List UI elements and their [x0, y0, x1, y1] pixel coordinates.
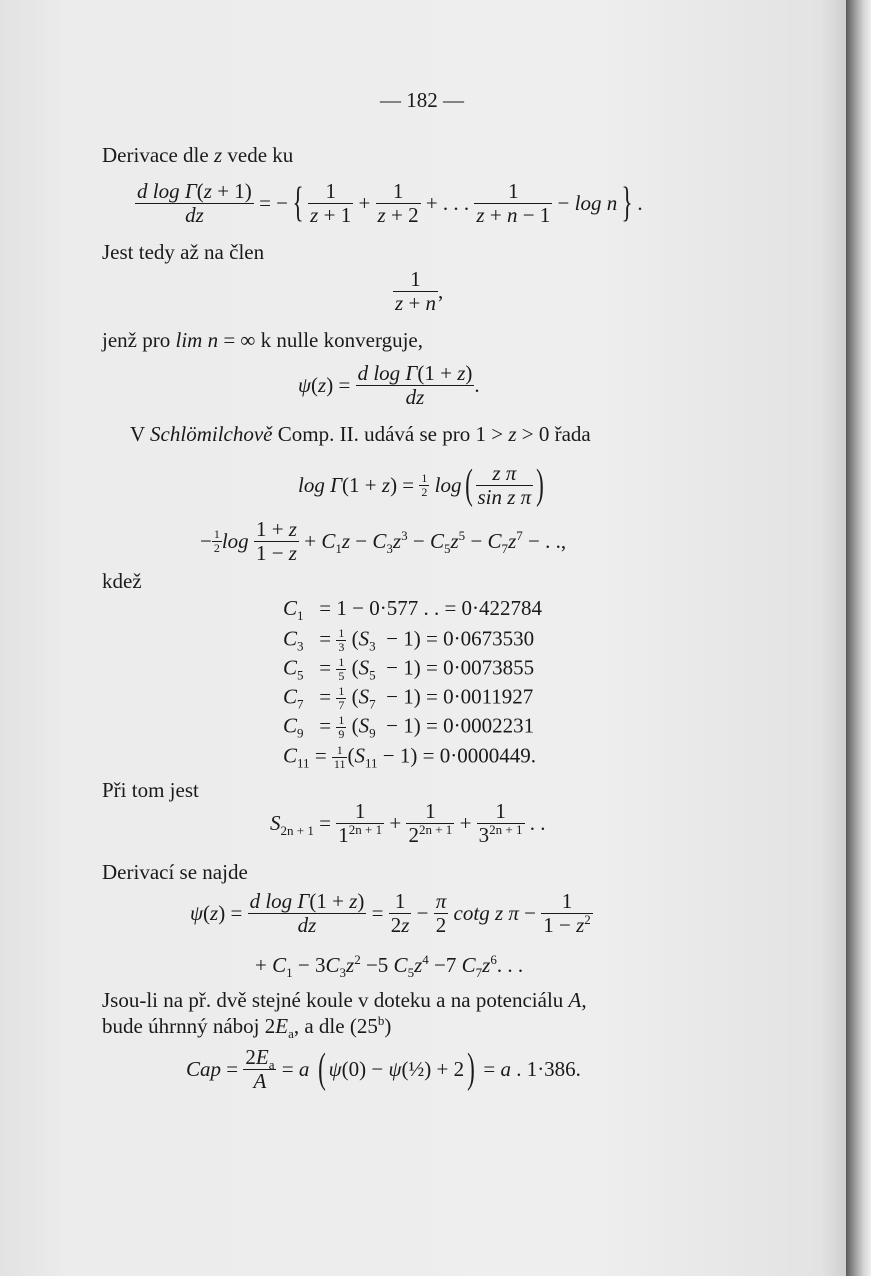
text-line-jenz: jenž pro lim n = ∞ k nulle konverguje, [102, 328, 423, 352]
constant-c1: $C_1 = 1 - 0\cdot 577$ . . = 0·422784 [283, 596, 543, 624]
equation-s-series: $S_{2n + 1}$ = $\frac{1}{1^{2n + 1}}$ + $\frac{1}{2^{2n + 1}}$ + $\frac{1}{3^{2n + 1}}$ . . [270, 799, 546, 848]
constant-c11: $C_{11}$ = $\frac{1}{11}$ $(S_{11} - 1) = 0\cdot 0000449$. [283, 743, 536, 772]
constant-c3: $C_3$ = $\frac{1}{3}$ $(S_3 - 1) = 0\cdot 0673530$ [283, 626, 535, 655]
text-line-jsouli: Jsou-li na př. dvě stejné koule v doteku a na potenciálu A, [102, 988, 587, 1012]
book-edge [846, 0, 871, 1276]
equation-log-gamma: log Γ(1 + z) = $\frac{1}{2}$ log( $\frac{\text{z π}}{\text{sin z π}}$ ) [298, 461, 545, 510]
equation-psi-series: + $C_1 - 3C_3z^2 -5$ $C_5z^4 -7$ $C_7z^6$. . . [255, 952, 524, 981]
equation-log-series: − $\frac{1}{2}$ log $\frac{1 + z}{1 - z}$ + $C_1z - C_3z^3 - C_5z^5 - C_7z^7$ − . ., [200, 517, 567, 566]
equation-term: $\frac{1}{z + n}$ , [395, 267, 444, 316]
text-line-derivaci: Derivací se najde [102, 860, 248, 884]
constant-c9: $C_9$ = $\frac{1}{9}$ $(S_9 - 1) = 0\cdot 0002231$ [283, 713, 535, 742]
equation-digamma-series: $\frac{\text{d log Γ(z + 1)}}{dz}$ = − { $\frac{1}{z + 1}$ + $\frac{1}{z + 2}$ + . . . $\frac{1}{z + n - 1}$ − log n } . [137, 179, 643, 228]
constant-c5: $C_5$ = $\frac{1}{5}$ $(S_5 - 1) = 0\cdot 0073855$ [283, 655, 535, 684]
equation-psi-expansion: ψ(z) = $\frac{\text{d log Γ(1 + z)}}{dz}$ = $\frac{1}{2z}$ − $\frac{\pi}{2}$ cotg z π − $\frac{1}{1 - z^2}$ [190, 889, 591, 938]
equation-psi-definition: ψ(z) = $\frac{\text{d log Γ(1 + z)}}{dz}$ . [298, 361, 480, 410]
text-line-kdez: kdež [102, 569, 142, 593]
text-line-schlomilch: V Schlömilchově Comp. II. udává se pro 1 > z > 0 řada [130, 422, 591, 446]
text-line-pri: Při tom jest [102, 778, 199, 802]
page-number: — 182 — [380, 88, 464, 112]
constant-c7: $C_7$ = $\frac{1}{7}$ $(S_7 - 1) = 0\cdot 0011927$ [283, 684, 534, 713]
text-line-derivace: Derivace dle z vede ku [102, 143, 294, 167]
text-line-bude: bude úhrnný náboj $2E_a$, a dle (25$^b$) [102, 1013, 392, 1042]
text-line-jest: Jest tedy až na člen [102, 240, 265, 264]
equation-capacity: Cap = $\frac{2E_a}{A}$ = a ( ψ(0) − ψ(½) + 2) = a . 1·386. [186, 1045, 581, 1094]
